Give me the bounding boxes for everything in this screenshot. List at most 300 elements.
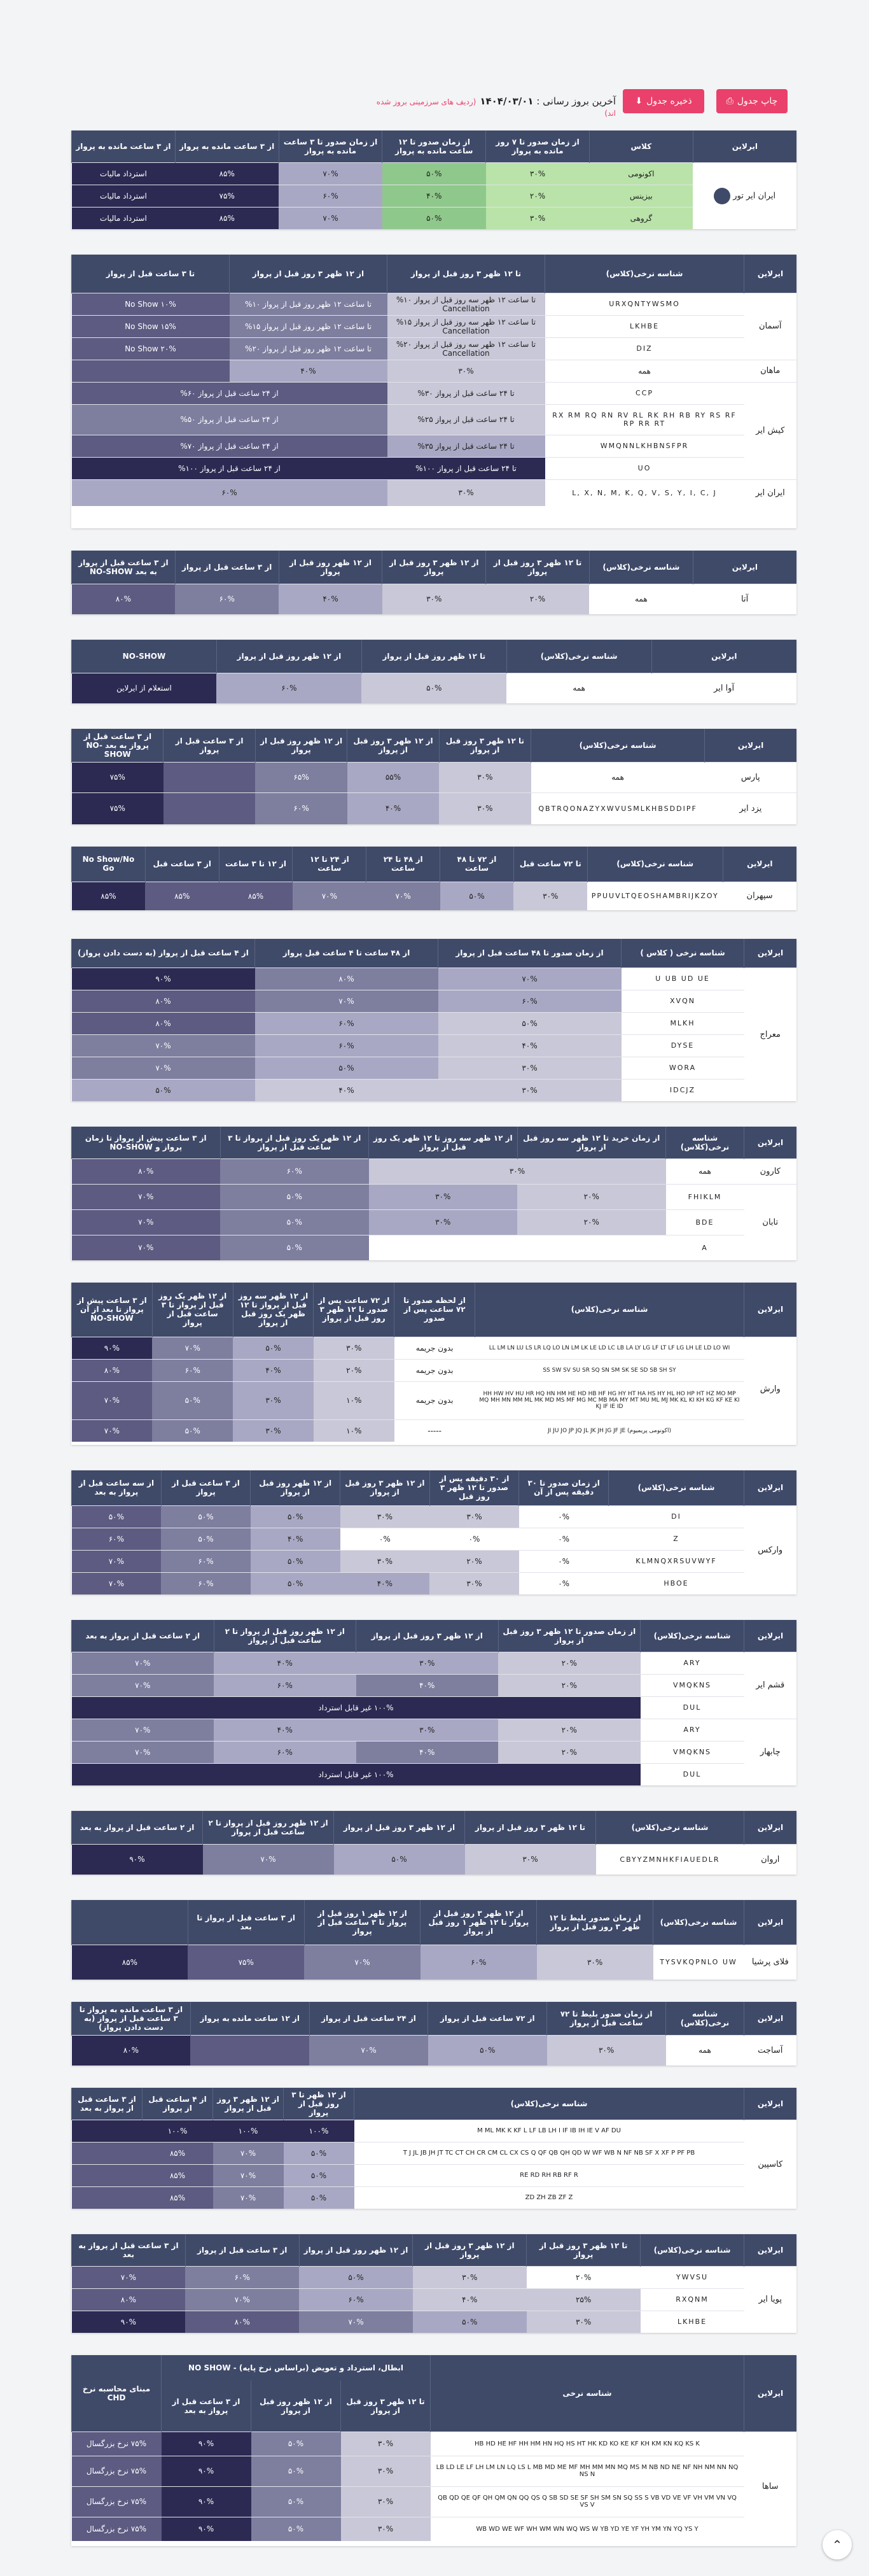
table-cell: ۹۰% <box>72 1337 153 1359</box>
table-cell: ۲۰% <box>498 1741 641 1763</box>
col-header: شناسه نرخی(کلاس) <box>609 1470 744 1505</box>
table-cell: ۳۰% <box>387 360 545 382</box>
table-cell: ۳۰% <box>465 1844 596 1875</box>
col-header: از ۴۸ تا ۲۴ ساعت <box>366 847 440 882</box>
table-cell: ۳۰% <box>438 1079 622 1101</box>
airline-cell: آتا <box>693 584 796 614</box>
table-cell: ۷۰% <box>72 1550 162 1572</box>
table-cell: تا ساعت ۱۲ ظهر روز قبل از پرواز ۲۰% <box>230 337 387 360</box>
table-cell: ۶۰% <box>421 1945 537 1980</box>
table-cell: ۷۰% <box>72 1652 214 1674</box>
table-cell: (اکونومی پریمیوم) JI JU JO JP JQ JL JK JH JG JF JE <box>475 1419 744 1442</box>
col-header: از ۱۲ ظهر تا ۳ روز قبل از پرواز <box>284 2088 354 2120</box>
table-cell: CBYYZMNHKFIAUEDLR <box>596 1844 744 1875</box>
table-fly-persia <box>71 1900 796 1980</box>
table-cell: ۷۰% <box>72 1034 255 1057</box>
table-cell: ۵۰% <box>161 1505 251 1528</box>
airline-cell: کاسپین <box>744 2120 797 2209</box>
table-cell: ۳۰% <box>341 2486 431 2517</box>
table-cell: ۵۰% <box>413 2311 527 2333</box>
table-cell: ۵۰% <box>251 1505 340 1528</box>
col-header: ایرلاین <box>693 551 796 584</box>
col-header: از ۴ ساعت قبل از پرواز (به دست دادن پرواز) <box>72 939 255 968</box>
table-cell: ۳۰% <box>233 1419 314 1442</box>
table-cell: ۵۰% <box>152 1419 233 1442</box>
col-header: از ۳ ساعت قبل <box>145 847 219 882</box>
table-cell: ۷۵% <box>72 762 163 792</box>
table-cell: ۱۰۰% <box>284 2120 354 2142</box>
table-cell: ۷۰% <box>185 2288 299 2311</box>
col-header: از ۳ ساعت قبل از پرواز به بعد <box>162 2381 251 2432</box>
table-cell: تا ساعت ۱۲ ظهر سه روز قبل از پرواز ۱۰% Cancellation <box>387 293 545 315</box>
table-cell: ۵۰% <box>233 1337 314 1359</box>
table-cell <box>517 1235 666 1260</box>
col-header: ابطال، استرداد و تعویض (براساس نرخ پایه) - NO SHOW <box>162 2355 431 2381</box>
airline-cell: اروان <box>744 1844 797 1875</box>
table-cell: ۸۵% <box>72 882 146 910</box>
col-header: شناسه نرخی(کلاس) <box>475 1283 744 1337</box>
col-header: از ۱۲ ظهر ۳ روز قبل از پرواز تا ۱۲ ظهر ۱ روز قبل از پرواز <box>421 1900 537 1945</box>
table-cell: اکونومی <box>589 162 693 185</box>
table-cell: ۵۰% <box>220 1209 369 1235</box>
table-cell: ۷۰% <box>309 2035 428 2066</box>
col-header: ایرلاین <box>744 1620 797 1652</box>
table-cell: ۴۰% <box>279 584 382 614</box>
table-karun-taban <box>71 1127 796 1260</box>
table-cell: ۵۰% <box>251 2517 341 2541</box>
table-cell: تا ساعت ۱۲ ظهر روز قبل از پرواز ۱۵% <box>230 315 387 337</box>
col-header: No Show/No Go <box>72 847 146 882</box>
table-cell: ۹۰% <box>162 2432 251 2456</box>
col-header: از ۱۲ ظهر روز قبل از پرواز تا ۲ ساعت قبل از پرواز <box>203 1811 334 1844</box>
col-header: شناسه نرخی(کلاس) <box>596 1811 744 1844</box>
table-cell: ۳۰% <box>369 1209 518 1235</box>
table-cell <box>369 1235 518 1260</box>
airline-cell: ایران ایر <box>744 479 797 506</box>
col-header: از ۱۲ ظهر روز قبل از پرواز <box>251 1470 340 1505</box>
col-header: شناسه نرخی(کلاس) <box>545 255 744 293</box>
table-cell: ۵۰% <box>251 1572 340 1594</box>
table-cell: DUL <box>641 1696 744 1719</box>
col-header: ایرلاین <box>693 130 796 162</box>
col-header: از ۱۲ ظهر ۳ روز قبل از پرواز <box>340 1470 430 1505</box>
col-header: ایرلاین <box>705 729 796 762</box>
table-cell: ۳۰% <box>429 1572 519 1594</box>
table-cell: ۷۰% <box>152 1337 233 1359</box>
table-cell: ۸۵% <box>143 2164 213 2186</box>
table-cell: ۹۰% <box>162 2486 251 2517</box>
table-cell: ۵۰% <box>284 2186 354 2209</box>
airline-cell: ماهان <box>744 360 797 382</box>
col-header: از زمان صدور تا ۷ روز مانده به پرواز <box>486 130 590 162</box>
table-cell: ۶۰% <box>161 1550 251 1572</box>
table-cell: ۳۰% <box>233 1381 314 1419</box>
table-cell: DIZ <box>545 337 744 360</box>
col-header: شناسه نرخی(کلاس) <box>641 1620 744 1652</box>
col-header: شناسه نرخی(کلاس) <box>587 847 723 882</box>
table-cell: ۷۰% <box>255 990 438 1012</box>
table-cell: ۵۰% <box>251 1550 340 1572</box>
col-header: تا ۱۲ ظهر ۳ روز قبل از پرواز <box>439 729 531 762</box>
table-cell: ۴۰% <box>347 792 439 824</box>
table-cell: ۷۰% <box>438 968 622 990</box>
col-header: از زمان صدور تا ۳ ساعت مانده به پرواز <box>279 130 382 162</box>
table-cell: ۰% <box>519 1572 609 1594</box>
table-iranair-tour <box>71 130 796 229</box>
table-cell: ۹۰% <box>72 2311 186 2333</box>
col-header: از ۱۲ ظهر روز قبل از پرواز <box>279 551 382 584</box>
table-cell: ۵۰% <box>251 2456 341 2486</box>
table-cell: ۳۰% <box>429 1505 519 1528</box>
table-cell: بدون جریمه <box>394 1337 475 1359</box>
table-cell: استرداد مالیات <box>72 207 176 229</box>
col-header: مبنای محاسبه نرخ CHD <box>72 2355 162 2432</box>
table-cell: ۵۰% <box>382 207 486 229</box>
table-cell: ۸۵% <box>175 162 279 185</box>
table-cell: ۸۵% <box>72 1945 188 1980</box>
col-header: ایرلاین <box>744 1127 797 1158</box>
airline-cell: آساجت <box>744 2035 797 2066</box>
table-cell: تا ساعت ۱۲ ظهر سه روز قبل از پرواز ۲۰% Cancellation <box>387 337 545 360</box>
table-cell: همه <box>666 1158 744 1184</box>
col-header: از ۳ ساعت پیش از پرواز تا زمان پرواز و NO-SHOW <box>72 1127 221 1158</box>
table-cell: ۴۰% <box>233 1359 314 1381</box>
col-header: از ۱۲ ظهر ۳ روز قبل از پرواز <box>213 2088 284 2120</box>
col-header: از ۱۲ ظهر یک روز قبل از پرواز تا ۳ ساعت قبل از پرواز <box>220 1127 369 1158</box>
table-cell: ۵۰% <box>220 1235 369 1260</box>
airline-logo-icon <box>714 188 730 204</box>
col-header: از ۱۲ تا ۳ ساعت <box>219 847 293 882</box>
table-cell: ۳۰% <box>513 882 587 910</box>
table-cell: ۳۰% <box>369 1184 518 1209</box>
table-cell: ۵۰% <box>251 2486 341 2517</box>
table-cell <box>163 762 255 792</box>
table-cell: ۸۵% <box>175 207 279 229</box>
table-cell: ZD ZH ZB ZF Z <box>354 2186 744 2209</box>
col-header: از ۴ ساعت قبل از پرواز <box>143 2088 213 2120</box>
col-header: ایرلاین <box>744 939 797 968</box>
table-cell: ۶۰% <box>255 1012 438 1034</box>
table-varex <box>71 1470 796 1594</box>
table-cell: ۲۰% <box>498 1719 641 1741</box>
table-cell: ۵۰% <box>72 1079 255 1101</box>
airline-cell: وارش <box>744 1337 797 1442</box>
table-cell: ۴۰% <box>356 1674 499 1696</box>
col-header: تا ۳ ساعت قبل از پرواز <box>72 255 230 293</box>
airline-cell: فلای پرشیا <box>744 1945 797 1980</box>
table-cell: ۷۰% <box>366 882 440 910</box>
col-header: از ۳ ساعت قبل از پرواز به بعد <box>72 2088 143 2120</box>
table-cell: ۳۰% <box>369 1158 666 1184</box>
table-cell: تا ۲۴ ساعت قبل از پرواز ۳۵% <box>387 435 545 457</box>
table-cell: RX RM RQ RN RV RL RK RH RB RY RS RF RP RR RT <box>545 404 744 435</box>
table-cell: ۸۰% <box>72 990 255 1012</box>
col-header: از ۲ ساعت قبل از پرواز به بعد <box>72 1811 203 1844</box>
col-header: از ۳ ساعت مانده به پرواز تا ۳ ساعت قبل از پرواز (به دست دادن پرواز) <box>72 2002 191 2035</box>
table-cell: ۱۰% <box>314 1419 394 1442</box>
table-cell: HBOE <box>609 1572 744 1594</box>
table-cell: تا ۲۴ ساعت قبل از پرواز ۳۰% <box>387 382 545 404</box>
table-cell: ۶۰% <box>152 1359 233 1381</box>
table-cell: ۳۰% <box>340 1550 430 1572</box>
table-cell: DUL <box>641 1763 744 1785</box>
table-cell: ----- <box>394 1419 475 1442</box>
table-cell: IDCJZ <box>622 1079 744 1101</box>
table-cell: HB HD HE HF HH HM HN HQ HS HT HK KD KO KE KF KH KM KN KQ KS K <box>431 2432 744 2456</box>
table-cell: ۳۰% <box>537 1945 653 1980</box>
col-header: از لحظه صدور تا ۷۲ ساعت پس از صدور <box>394 1283 475 1337</box>
col-header: از ۱۲ ظهر ۳ روز قبل از پرواز <box>334 1811 465 1844</box>
col-header: از زمان صدور بلیط تا ۱۲ ظهر ۳ روز قبل از پرواز <box>537 1900 653 1945</box>
table-cell: ۳۰% <box>341 2456 431 2486</box>
table-cell: ۳۰% <box>486 162 590 185</box>
col-header: از ۱۲ ظهر ۳ روز قبل از پرواز <box>347 729 439 762</box>
table-cell: ۷۰% <box>213 2186 284 2209</box>
col-header: از ۱۲ ظهر ۳ روز قبل از پرواز <box>413 2234 527 2266</box>
table-pars <box>71 729 796 824</box>
table-cell: ۷۵% نرخ بزرگسال <box>72 2486 162 2517</box>
col-header: تا ۱۲ ظهر ۳ روز قبل از پرواز <box>486 551 590 584</box>
save-table-button[interactable]: ⬇ ذخیره جدول <box>623 89 704 113</box>
table-cell: ۶۰% <box>72 1528 162 1550</box>
table-cell: ۴۰% <box>251 1528 340 1550</box>
table-cell: ۷۰% <box>279 162 382 185</box>
table-cell: استرداد مالیات <box>72 185 176 207</box>
printer-icon: ⎙ <box>726 96 733 106</box>
table-cell: ۵۰% <box>284 2164 354 2186</box>
table-cell: ۴۰% <box>230 360 387 382</box>
table-cell: ۵۰% <box>251 2432 341 2456</box>
table-cell: ۴۰% <box>214 1719 356 1741</box>
table-cell <box>72 2142 143 2164</box>
col-header: شناسه نرخی(کلاس) <box>531 729 705 762</box>
col-header: از ۳۰ دقیقه پس از صدور تا ۱۲ ظهر ۳ روز قبل <box>429 1470 519 1505</box>
col-header: ایرلاین <box>744 2002 797 2035</box>
table-cell: M ML MK K KF L LF LB LH I IF IB IH IE V AF DU <box>354 2120 744 2142</box>
col-header: ایرلاین <box>744 255 797 293</box>
airline-cell: پارس <box>705 762 796 792</box>
col-header: از ۱۲ ظهر سه روز تا ۱۲ ظهر یک روز قبل از پرواز <box>369 1127 518 1158</box>
table-cell: ۳۰% <box>439 762 531 792</box>
table-cell: ۷۰% <box>213 2142 284 2164</box>
col-header: از ۱۲ ظهر سه روز قبل از پرواز تا ۱۲ ظهر یک روز قبل از پرواز <box>233 1283 314 1337</box>
col-header: از ۷۲ ساعت پس از صدور تا ۱۲ ظهر ۳ روز قبل از پرواز <box>314 1283 394 1337</box>
table-cell: همه <box>545 360 744 382</box>
table-cell: تا ساعت ۱۲ ظهر سه روز قبل از پرواز ۱۵% Cancellation <box>387 315 545 337</box>
col-header: شناسه نرخی <box>431 2355 744 2432</box>
table-cell: ۷۵% <box>175 185 279 207</box>
table-cell: ۴۰% <box>438 1034 622 1057</box>
table-cell: ۷۰% <box>72 1209 221 1235</box>
table-cell: ۰% <box>519 1528 609 1550</box>
col-header: از ۷۲ ساعت قبل از پرواز <box>428 2002 547 2035</box>
table-cell: ۶۰% <box>214 1674 356 1696</box>
table-cell: ۵۵% <box>347 762 439 792</box>
table-cell: تا ۲۴ ساعت قبل از پرواز ۱۰۰% <box>387 457 545 479</box>
table-cell: ۵۰% <box>152 1381 233 1419</box>
table-cell: ۳۰% <box>340 1505 430 1528</box>
col-header: از ۳ ساعت مانده به پرواز <box>175 130 279 162</box>
col-header: تا ۱۲ ظهر ۳ روز قبل از پرواز <box>341 2381 431 2432</box>
table-cell: DYSE <box>622 1034 744 1057</box>
table-qeshm <box>71 1620 796 1785</box>
col-header: شناسه نرخی(کلاس) <box>589 551 693 584</box>
col-header: از ۱۲ ظهر یک روز قبل از پرواز تا ۳ ساعت قبل از پرواز <box>152 1283 233 1337</box>
table-cell: TYSVKQPNLO UW <box>653 1945 744 1980</box>
table-cell: A <box>666 1235 744 1260</box>
table-cell: از ۲۴ ساعت قبل از پرواز ۵۰% <box>72 404 387 435</box>
table-cell: ۸۵% <box>143 2142 213 2164</box>
table-ata <box>71 551 796 614</box>
table-cell: ۷۰% <box>203 1844 334 1875</box>
col-header: از ۱۲ ظهر ۳ روز قبل از پرواز <box>230 255 387 293</box>
table-cell: ۸۰% <box>72 2288 186 2311</box>
table-cell: CCP <box>545 382 744 404</box>
table-cell: ۱۰۰% غیر قابل استرداد <box>72 1696 641 1719</box>
chevron-up-icon: ⌃ <box>831 2537 843 2552</box>
table-cell: ۴۰% <box>255 1079 438 1101</box>
table-cell: ۳۰% <box>341 2517 431 2541</box>
table-cell: ۳۰% <box>439 792 531 824</box>
col-header: از ۱۲ ظهر روز قبل از پرواز تا ۲ ساعت قبل از پرواز <box>214 1620 356 1652</box>
table-cell: تا ساعت ۱۲ ظهر روز قبل از پرواز ۱۰% <box>230 293 387 315</box>
col-header: از ۳ ساعت قبل از پرواز <box>185 2234 299 2266</box>
table-cell: ۵۰% <box>382 162 486 185</box>
table-cell: ۹۰% <box>72 968 255 990</box>
table-cell: ۳۰% <box>356 1652 499 1674</box>
airline-cell: آوا ایر <box>651 673 796 703</box>
table-cell: ۷۰% <box>72 1184 221 1209</box>
table-cell: ۶۰% <box>438 990 622 1012</box>
table-cell: ۷۰% <box>72 1572 162 1594</box>
table-cell: ۵۰% <box>72 1505 162 1528</box>
col-header: از ۳ ساعت قبل از پرواز به بعد NO-SHOW <box>72 729 163 762</box>
table-varesh <box>71 1283 796 1445</box>
table-cell: SS SW SV SU SR SQ SN SM SK SE SD SB SH SY <box>475 1359 744 1381</box>
table-cell: گروهی <box>589 207 693 229</box>
col-header: از ۳ ساعت قبل از پرواز تا بعد <box>188 1900 304 1945</box>
col-header: از ۱۲ ظهر ۳ روز قبل از پرواز <box>356 1620 499 1652</box>
table-cell: ۷۰% <box>299 2311 413 2333</box>
airline-cell: کارون <box>744 1158 797 1184</box>
table-cell: بدون جریمه <box>394 1359 475 1381</box>
table-cell: ۸۰% <box>72 1158 221 1184</box>
table-cell: WORA <box>622 1057 744 1079</box>
table-cell: ۳۰% <box>438 1057 622 1079</box>
table-cell: ۸۰% <box>72 2035 191 2066</box>
table-cell: ۴۰% <box>340 1572 430 1594</box>
table-cell: ۴۰% <box>356 1741 499 1763</box>
airline-cell: چابهار <box>744 1719 797 1785</box>
table-cell: DI <box>609 1505 744 1528</box>
col-header: از ۱۲ ظهر ۱ روز قبل از پرواز تا ۳ ساعت قبل از پرواز <box>304 1900 421 1945</box>
col-header: ایرلاین <box>744 1283 797 1337</box>
table-meraj <box>71 939 796 1101</box>
col-header: شناسه نرخی(کلاس) <box>666 2002 744 2035</box>
table-cell: ۷۵% <box>72 792 163 824</box>
table-cell: URXQNTYWSMO <box>545 293 744 315</box>
table-cell: ۰% <box>519 1505 609 1528</box>
table-cell <box>72 2186 143 2209</box>
table-eroun <box>71 1811 796 1875</box>
table-cell: بیزینس <box>589 185 693 207</box>
table-cell: ۶۰% <box>216 673 361 703</box>
col-header: NO-SHOW <box>72 640 217 673</box>
table-cell: ۷۰% <box>72 1741 214 1763</box>
table-cell: ۵۰% <box>440 882 514 910</box>
table-cell: MLKH <box>622 1012 744 1034</box>
table-cell: ۷۰% <box>293 882 366 910</box>
table-cell: ۵۰% <box>361 673 506 703</box>
table-cell: ۳۰% <box>314 1337 394 1359</box>
col-header: ایرلاین <box>744 2355 797 2432</box>
table-cell: QB QD QE QF QH QM QN QQ QS Q SB SD SE SF SH SM SN SQ SS S VB VD VE VF VH VM VN VQ VS V <box>431 2486 744 2517</box>
table-cell: استعلام از ایرلاین <box>72 673 217 703</box>
col-header: شناسه نرخی(کلاس) <box>354 2088 744 2120</box>
col-header: ایرلاین <box>744 1470 797 1505</box>
table-cell: همه <box>589 584 693 614</box>
table-cell: LKHBE <box>641 2311 744 2333</box>
table-cell: ۲۵% <box>527 2288 641 2311</box>
col-header: از ۳ ساعت قبل از پرواز به بعد NO-SHOW <box>72 551 176 584</box>
table-cell: ۵۰% <box>438 1012 622 1034</box>
col-header: از ۳ ساعت پیش از پرواز تا بعد از آن NO-SHOW <box>72 1283 153 1337</box>
table-cell: ARY <box>641 1652 744 1674</box>
table-cell: همه <box>506 673 651 703</box>
table-cell: No Show ۱۵% <box>72 315 230 337</box>
table-cell: ۰% <box>340 1528 430 1550</box>
table-aseman-group <box>71 255 796 528</box>
table-cell: ۷۰% <box>72 2266 186 2288</box>
table-cell: ۰% <box>519 1550 609 1572</box>
col-header: از ۱۲ ظهر روز قبل از پرواز <box>299 2234 413 2266</box>
table-cell: ۷۰% <box>304 1945 421 1980</box>
table-cell: HH HW HV HU HR HQ HN HM HE HD HB HF HG HY HT HA HS HY HL HO HP HT HZ MO MP MQ MH MN MM ML MK MD MS MF MG MC MB MA MY MT MU ML MJ MK KL KI KH KG KF KE KI KJ IF IE ID <box>475 1381 744 1419</box>
airline-cell: ایران ایر تور <box>693 162 796 229</box>
table-cell: ۷۰% <box>72 1674 214 1696</box>
table-cell: ۳۰% <box>547 2035 666 2066</box>
table-sepehran <box>71 847 796 910</box>
col-header: از زمان صدور تا ۱۲ ظهر ۳ روز قبل از پرواز <box>498 1620 641 1652</box>
table-cell: ۸۰% <box>72 584 176 614</box>
table-cell: KLMNQXRSUVWYF <box>609 1550 744 1572</box>
table-cell: همه <box>531 762 705 792</box>
table-cell: ۷۰% <box>72 1719 214 1741</box>
col-header: شناسه نرخی(کلاس) <box>666 1127 744 1158</box>
col-header: از ۳ ساعت قبل از پرواز <box>161 1470 251 1505</box>
back-to-top-button[interactable] <box>823 2530 852 2559</box>
col-header: شناسه نرخی(کلاس) <box>641 2234 744 2266</box>
col-header: از زمان صدور تا ۳۰ دقیقه پس از آن <box>519 1470 609 1505</box>
airline-cell: آسمان <box>744 293 797 360</box>
table-cell: ۲۰% <box>314 1359 394 1381</box>
table-cell: VMQKNS <box>641 1741 744 1763</box>
table-cell: ۶۰% <box>175 584 279 614</box>
col-header: از ۱۲ ظهر روز قبل از پرواز <box>251 2381 341 2432</box>
table-cell: ۳۰% <box>413 2266 527 2288</box>
table-cell: ۱۰۰% غیر قابل استرداد <box>72 1763 641 1785</box>
col-header: از زمان صدور بلیط تا ۷۲ ساعت قبل از پرواز <box>547 2002 666 2035</box>
table-cell: RE RD RH RB RF R <box>354 2164 744 2186</box>
table-cell: ۲۰% <box>429 1550 519 1572</box>
table-cell: ۷۰% <box>72 1057 255 1079</box>
table-cell: ۵۰% <box>284 2142 354 2164</box>
table-cell: ۷۰% <box>72 1235 221 1260</box>
print-table-button[interactable]: ⎙ چاپ جدول <box>716 89 788 113</box>
table-cell: ۹۰% <box>162 2456 251 2486</box>
col-header: از ۲۴ ساعت قبل از پرواز <box>309 2002 428 2035</box>
table-cell: ۴۰% <box>382 185 486 207</box>
